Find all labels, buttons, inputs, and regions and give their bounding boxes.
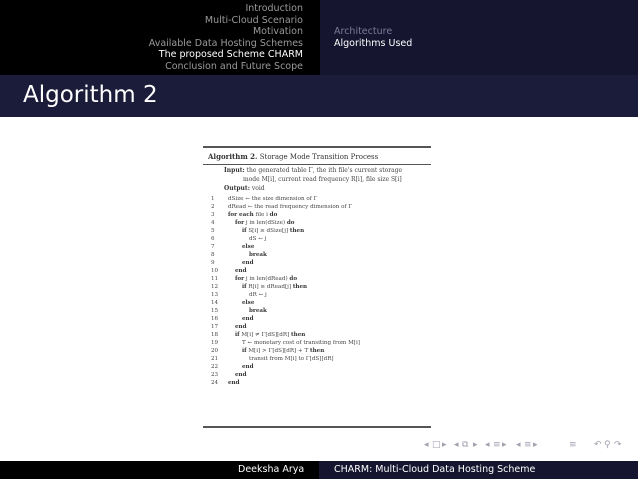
line-number: 23 <box>211 372 219 378</box>
footer-author-box <box>0 461 319 479</box>
equal-icon[interactable]: ≡ <box>524 440 532 450</box>
bottom-rule <box>203 426 431 428</box>
line-code: end <box>242 260 254 266</box>
footer-title-box <box>319 461 638 479</box>
line-number: 21 <box>211 356 219 362</box>
section-link-proposed-scheme[interactable]: The proposed Scheme CHARM <box>158 49 303 61</box>
line-code: dSize ← the size dimension of Γ <box>228 196 318 202</box>
line-code: if S[i] ≥ dSize[j] then <box>242 228 305 234</box>
line-number: 1 <box>211 196 215 202</box>
line-code: for each file i do <box>228 212 278 218</box>
subsection-link-algorithms-used[interactable]: Algorithms Used <box>334 38 413 49</box>
algorithm-line <box>203 267 433 275</box>
nav-left-arrow-icon[interactable]: ◂ <box>485 440 490 450</box>
output-text: void <box>251 185 265 192</box>
line-number: 3 <box>211 212 215 218</box>
back-icon[interactable]: ↶ <box>594 440 602 450</box>
line-number: 5 <box>211 228 215 234</box>
line-number: 19 <box>211 340 219 346</box>
line-code: for j in len(dSize) do <box>235 220 295 226</box>
nav-right-arrow-icon[interactable]: ▸ <box>533 440 538 450</box>
algorithm-line <box>203 291 433 299</box>
nav-left-arrow-icon[interactable]: ◂ <box>516 440 521 450</box>
algorithm-line <box>203 379 433 387</box>
algorithm-line <box>203 371 433 379</box>
line-code: if M[i] > Γ[dS][dR] + T then <box>242 348 325 354</box>
algorithm-line <box>203 195 433 203</box>
footer-bar <box>0 461 638 479</box>
line-number: 8 <box>211 252 215 258</box>
line-number: 10 <box>211 268 219 274</box>
algorithm-line <box>203 251 433 259</box>
line-number: 6 <box>211 236 215 242</box>
line-number: 12 <box>211 284 219 290</box>
nav-right-arrow-icon[interactable]: ▸ <box>502 440 507 450</box>
algorithm-name: Storage Mode Transition Process <box>259 153 379 161</box>
algorithm-line <box>203 283 433 291</box>
subsection-icon[interactable]: ≡ <box>493 440 501 450</box>
subsection-list <box>320 0 638 75</box>
line-code: if M[i] ≠ Γ[dS][dR] then <box>235 332 306 338</box>
algorithm-label: Algorithm 2. <box>208 152 258 161</box>
footer-author: Deeksha Arya <box>238 464 305 475</box>
algorithm-line <box>203 259 433 267</box>
line-code: else <box>242 244 255 250</box>
line-number: 20 <box>211 348 219 354</box>
line-code: dR ← j <box>249 292 267 298</box>
line-code: else <box>242 300 255 306</box>
algorithm-line <box>203 331 433 339</box>
line-code: end <box>235 324 247 330</box>
line-number: 18 <box>211 332 219 338</box>
top-rule <box>203 146 431 148</box>
input-line-2: mode M[i], current read frequency R[i], file size S[i] <box>243 176 402 183</box>
algorithm-line <box>203 347 433 355</box>
nav-right-arrow-icon[interactable]: ▸ <box>442 440 447 450</box>
footer-title: CHARM: Multi-Cloud Data Hosting Scheme <box>334 464 536 475</box>
algorithm-line <box>203 363 433 371</box>
nav-left-arrow-icon[interactable]: ◂ <box>424 440 429 450</box>
frame-icon[interactable]: □ <box>432 440 441 450</box>
line-code: if R[i] ≥ dRead[j] then <box>242 284 308 290</box>
algorithm-line <box>203 235 433 243</box>
section-link-introduction[interactable]: Introduction <box>245 3 303 14</box>
line-code: dRead ← the read frequency dimension of Γ <box>228 204 353 210</box>
algorithm-line <box>203 203 433 211</box>
line-number: 14 <box>211 300 219 306</box>
algorithm-figure <box>203 146 435 431</box>
align-icon[interactable]: ≡ <box>569 440 577 450</box>
output-line <box>224 185 265 192</box>
algorithm-line <box>203 315 433 323</box>
line-number: 22 <box>211 364 219 370</box>
algorithm-line <box>203 307 433 315</box>
line-code: break <box>249 252 267 258</box>
line-number: 16 <box>211 316 219 322</box>
search-icon[interactable]: ⚲ <box>604 440 611 450</box>
line-number: 15 <box>211 308 219 314</box>
algorithm-line <box>203 243 433 251</box>
mid-rule <box>203 164 431 165</box>
algorithm-line <box>203 275 433 283</box>
line-number: 11 <box>211 276 219 282</box>
section-list <box>0 3 303 73</box>
output-label: Output: <box>224 185 250 192</box>
section-icon[interactable]: ⧉ <box>462 440 469 450</box>
line-code: dS ← j <box>249 236 267 242</box>
algorithm-line <box>203 227 433 235</box>
algorithm-line <box>203 299 433 307</box>
section-link-conclusion[interactable]: Conclusion and Future Scope <box>165 60 303 72</box>
frame-title: Algorithm 2 <box>23 82 158 108</box>
subsection-link-architecture[interactable]: Architecture <box>334 26 393 37</box>
nav-left-arrow-icon[interactable]: ◂ <box>454 440 459 450</box>
frame-title-bar <box>0 75 638 117</box>
line-number: 24 <box>211 380 219 386</box>
section-link-available-schemes[interactable]: Available Data Hosting Schemes <box>148 37 303 49</box>
header-navigation <box>0 0 638 75</box>
line-code: for j in len(dRead) do <box>235 276 298 282</box>
algorithm-line <box>203 323 433 331</box>
input-line-1 <box>224 167 402 174</box>
algorithm-line <box>203 219 433 227</box>
line-code: end <box>235 268 247 274</box>
line-number: 7 <box>211 244 215 250</box>
line-code: end <box>228 380 240 386</box>
section-link-multi-cloud-scenario[interactable]: Multi-Cloud Scenario <box>204 14 303 26</box>
algorithm-line <box>203 355 433 363</box>
line-code: end <box>242 316 254 322</box>
input-label: Input: <box>224 167 245 174</box>
line-code: break <box>249 308 267 314</box>
line-code: end <box>235 372 247 378</box>
input-text-1: the generated table Γ, the ith file's current storage <box>246 167 403 174</box>
algorithm-caption <box>208 152 378 161</box>
line-code: T ← monetary cost of transiting from M[i] <box>242 340 360 346</box>
line-number: 17 <box>211 324 219 330</box>
line-number: 13 <box>211 292 219 298</box>
algorithm-line <box>203 339 433 347</box>
section-link-motivation[interactable]: Motivation <box>252 26 303 38</box>
line-code: end <box>242 364 254 370</box>
navigation-symbols <box>424 440 638 454</box>
line-number: 2 <box>211 204 215 210</box>
algorithm-line <box>203 211 433 219</box>
nav-right-arrow-icon[interactable]: ▸ <box>473 440 478 450</box>
line-number: 9 <box>211 260 215 266</box>
line-code: transit from M[i] to Γ[dS][dR] <box>249 356 334 362</box>
forward-icon[interactable]: ↷ <box>614 440 622 450</box>
line-number: 4 <box>211 220 215 226</box>
